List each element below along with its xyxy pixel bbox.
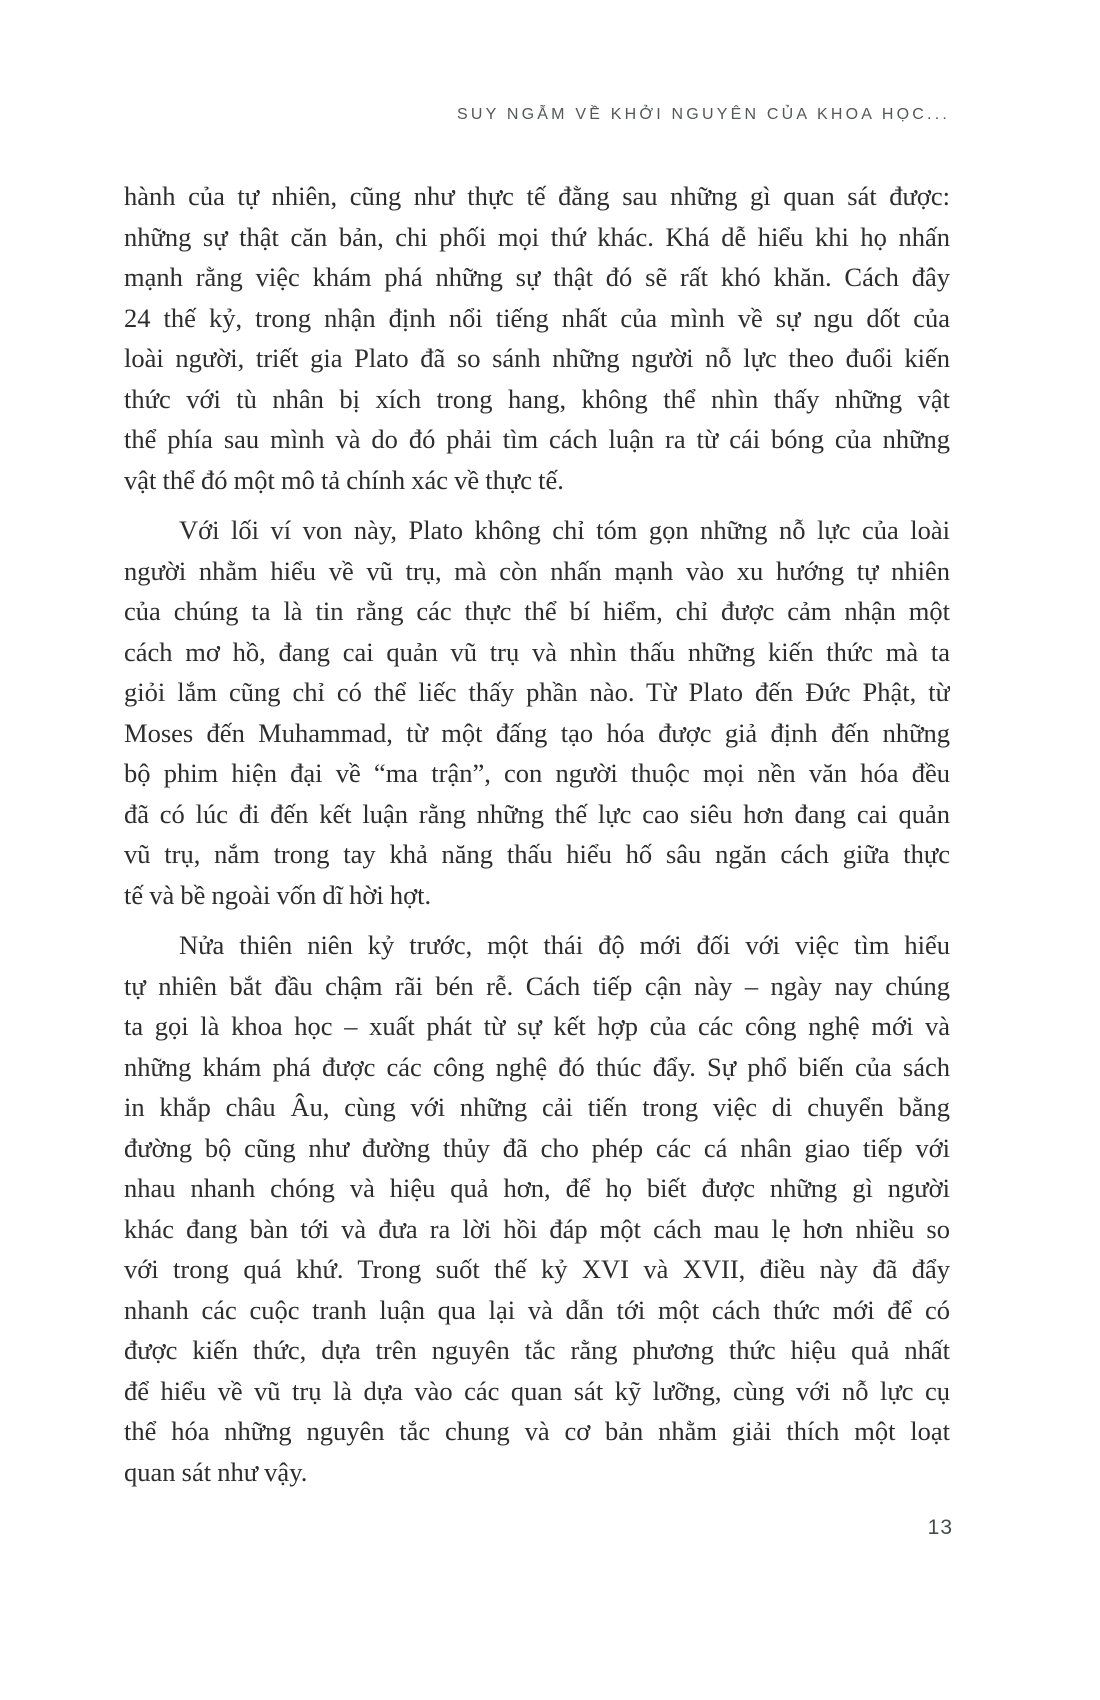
text-line: quan sát như vậy. (124, 1456, 308, 1487)
text-line: thể hóa những nguyên tắc chung và cơ bản nhằm giải thích một loạt (124, 1416, 950, 1446)
text-line: vũ trụ, nắm trong tay khả năng thấu hiểu hố sâu ngăn cách giữa thực (124, 839, 950, 869)
text-line: đường bộ cũng như đường thủy đã cho phép các cá nhân giao tiếp với (124, 1132, 950, 1163)
text-line: bộ phim hiện đại về “ma trận”, con người thuộc mọi nền văn hóa đều (124, 758, 950, 788)
text-line: Với lối ví von này, Plato không chỉ tóm gọn những nỗ lực của loài (179, 515, 950, 545)
text-line: với trong quá khứ. Trong suốt thế kỷ XVI và XVII, điều này đã đẩy (124, 1254, 950, 1284)
text-line: nhau nhanh chóng và hiệu quả hơn, để họ biết được những gì người (124, 1173, 950, 1203)
text-line: để hiểu về vũ trụ là dựa vào các quan sát kỹ lưỡng, cùng với nỗ lực cụ (124, 1375, 950, 1406)
text-line: giỏi lắm cũng chỉ có thể liếc thấy phần nào. Từ Plato đến Đức Phật, từ (124, 677, 950, 707)
text-line: thức với tù nhân bị xích trong hang, không thể nhìn thấy những vật (124, 383, 950, 414)
text-line: đã có lúc đi đến kết luận rằng những thế lực cao siêu hơn đang cai quản (124, 798, 950, 829)
text-line: 24 thế kỷ, trong nhận định nổi tiếng nhất của mình về sự ngu dốt của (124, 302, 950, 333)
text-line: Nửa thiên niên kỷ trước, một thái độ mới đối với việc tìm hiểu (179, 930, 950, 960)
running-header: SUY NGẪM VỀ KHỞI NGUYÊN CỦA KHOA HỌC... (457, 106, 950, 123)
page-number: 13 (927, 1516, 953, 1539)
text-line: in khắp châu Âu, cùng với những cải tiến trong việc di chuyển bằng (124, 1092, 950, 1122)
paragraph (124, 176, 950, 500)
text-line: nhanh các cuộc tranh luận qua lại và dẫn tới một cách thức mới để có (124, 1294, 950, 1325)
text-line: người nhằm hiểu về vũ trụ, mà còn nhấn mạnh vào xu hướng tự nhiên (124, 555, 950, 586)
text-block (124, 176, 950, 1492)
text-line: được kiến thức, dựa trên nguyên tắc rằng phương thức hiệu quả nhất (124, 1335, 950, 1365)
text-line: ta gọi là khoa học – xuất phát từ sự kết hợp của các công nghệ mới và (124, 1011, 950, 1041)
text-line: tự nhiên bắt đầu chậm rãi bén rễ. Cách tiếp cận này – ngày nay chúng (124, 970, 950, 1001)
text-line: thể phía sau mình và do đó phải tìm cách luận ra từ cái bóng của những (124, 424, 950, 454)
paragraph (124, 925, 950, 1492)
text-line: hành của tự nhiên, cũng như thực tế đằng sau những gì quan sát được: (124, 181, 950, 211)
text-line: những khám phá được các công nghệ đó thúc đẩy. Sự phổ biến của sách (124, 1051, 950, 1082)
text-line: loài người, triết gia Plato đã so sánh những người nỗ lực theo đuổi kiến (124, 343, 950, 373)
text-line: cách mơ hồ, đang cai quản vũ trụ và nhìn thấu những kiến thức mà ta (124, 636, 950, 667)
text-line: vật thể đó một mô tả chính xác về thực tế. (124, 464, 564, 495)
text-line: Moses đến Muhammad, từ một đấng tạo hóa được giả định đến những (124, 717, 950, 748)
text-line: những sự thật căn bản, chi phối mọi thứ khác. Khá dễ hiểu khi họ nhấn (124, 221, 950, 252)
text-line: mạnh rằng việc khám phá những sự thật đó sẽ rất khó khăn. Cách đây (124, 262, 950, 292)
text-line: khác đang bàn tới và đưa ra lời hồi đáp một cách mau lẹ hơn nhiều so (124, 1213, 950, 1244)
paragraph (124, 510, 950, 915)
text-line: của chúng ta là tin rằng các thực thể bí hiểm, chỉ được cảm nhận một (124, 596, 950, 626)
text-line: tế và bề ngoài vốn dĩ hời hợt. (124, 879, 432, 910)
